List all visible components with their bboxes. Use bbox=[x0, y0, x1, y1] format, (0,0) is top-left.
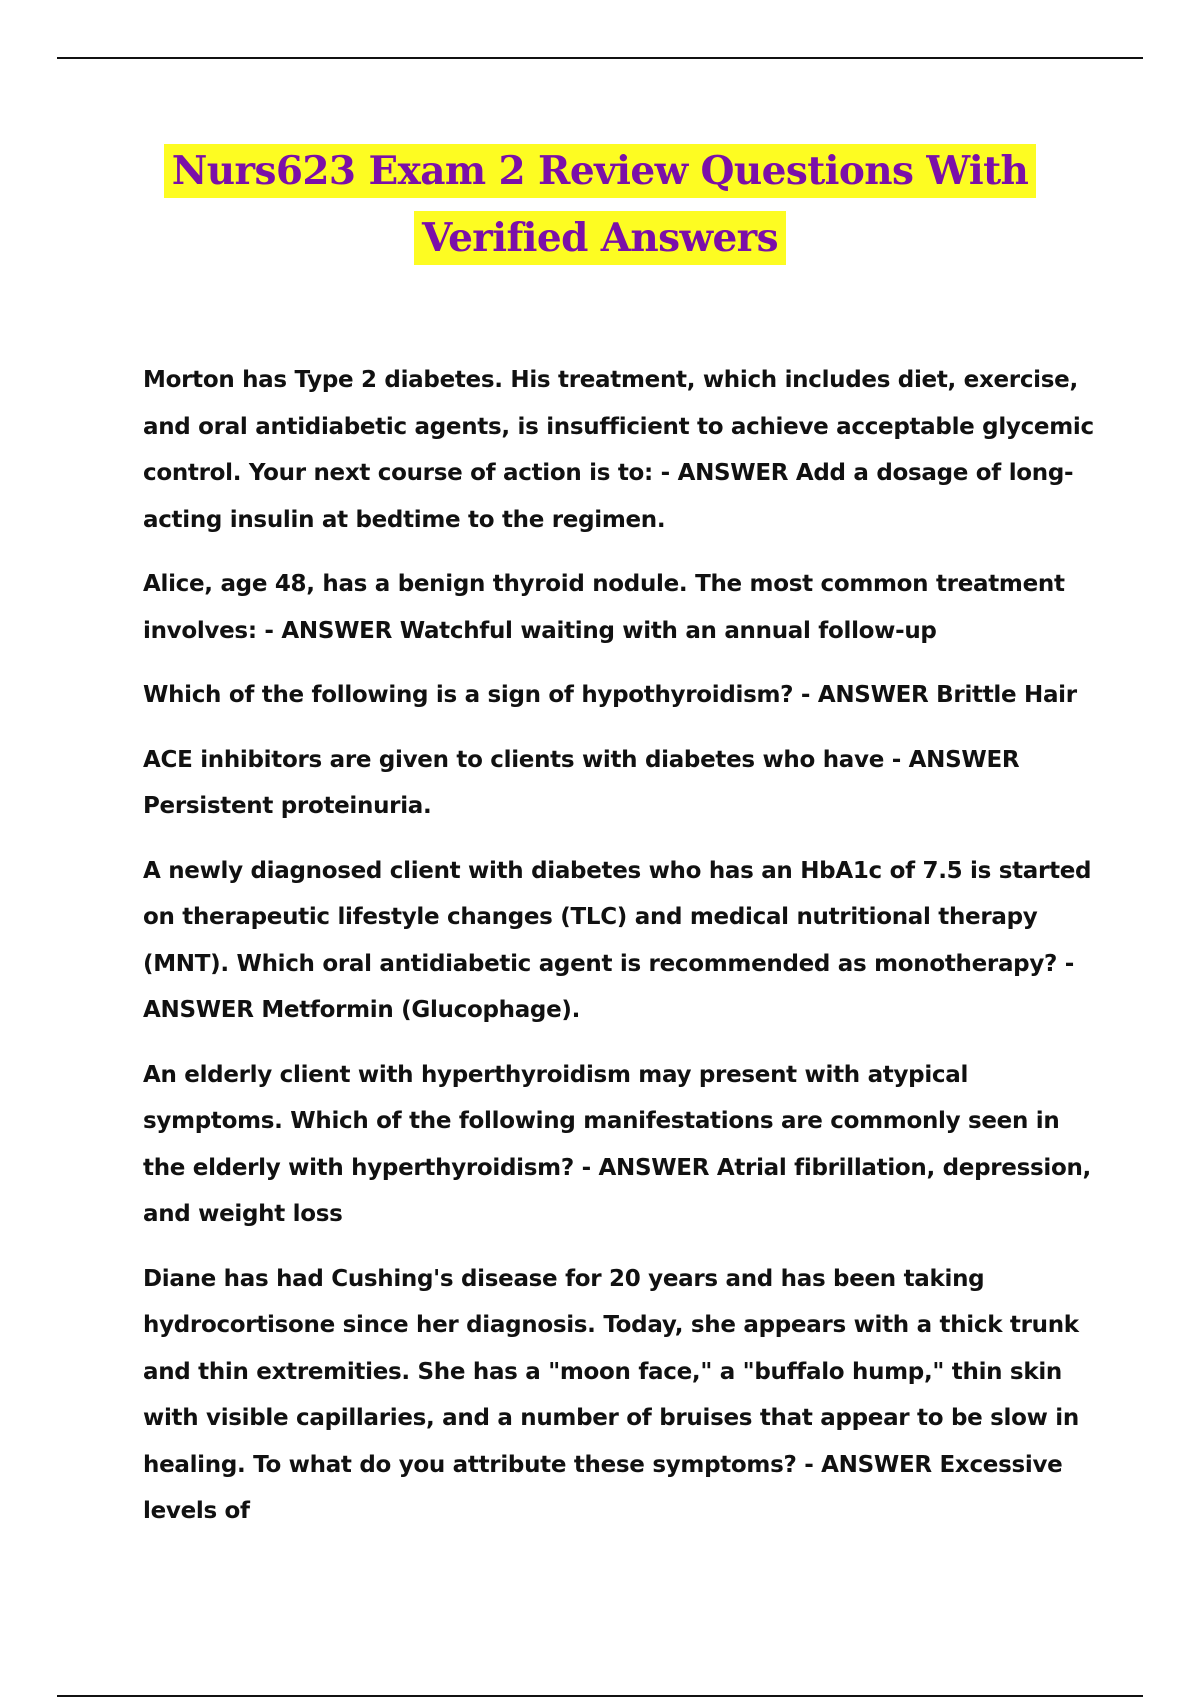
qa-list bbox=[143, 357, 1103, 1553]
title-line-2: Verified Answers bbox=[414, 211, 786, 265]
page-bottom-rule bbox=[57, 1695, 1143, 1697]
document-title bbox=[100, 138, 1100, 272]
title-line-1: Nurs623 Exam 2 Review Questions With bbox=[164, 144, 1037, 198]
page-top-rule bbox=[57, 57, 1143, 59]
qa-item-hypothyroidism: Which of the following is a sign of hypothyroidism? - ANSWER Brittle Hair bbox=[143, 682, 1077, 708]
qa-item-ace-inhibitors: ACE inhibitors are given to clients with diabetes who have - ANSWER Persistent proteinuria. bbox=[143, 746, 1020, 819]
qa-item-morton: Morton has Type 2 diabetes. His treatment, which includes diet, exercise, and oral antidiabetic agents, is insufficient to achieve acceptable glycemic control. Your next course of action is to: - ANSWER Add a dosage of long-acting insulin at bedtime to the regimen. bbox=[143, 367, 1094, 533]
qa-item-elderly-hyperthyroidism: An elderly client with hyperthyroidism may present with atypical symptoms. Which of the following manifestations are commonly seen in the elderly with hyperthyroidism? - ANSWER Atrial fibrillation, depression, and weight loss bbox=[143, 1061, 1091, 1227]
qa-item-diane-cushings: Diane has had Cushing's disease for 20 years and has been taking hydrocortisone since her diagnosis. Today, she appears with a thick trunk and thin extremities. She has a "moon face," a "buffalo hump," thin skin with visible capillaries, and a number of bruises that appear to be slow in healing. To what do you attribute these symptoms? - ANSWER Excessive levels of bbox=[143, 1265, 1079, 1524]
qa-item-alice: Alice, age 48, has a benign thyroid nodule. The most common treatment involves: - ANSWER Watchful waiting with an annual follow-up bbox=[143, 571, 1065, 644]
qa-item-hba1c: A newly diagnosed client with diabetes who has an HbA1c of 7.5 is started on therapeutic lifestyle changes (TLC) and medical nutritional therapy (MNT). Which oral antidiabetic agent is recommended as monotherapy? - ANSWER Metformin (Glucophage). bbox=[143, 857, 1092, 1023]
